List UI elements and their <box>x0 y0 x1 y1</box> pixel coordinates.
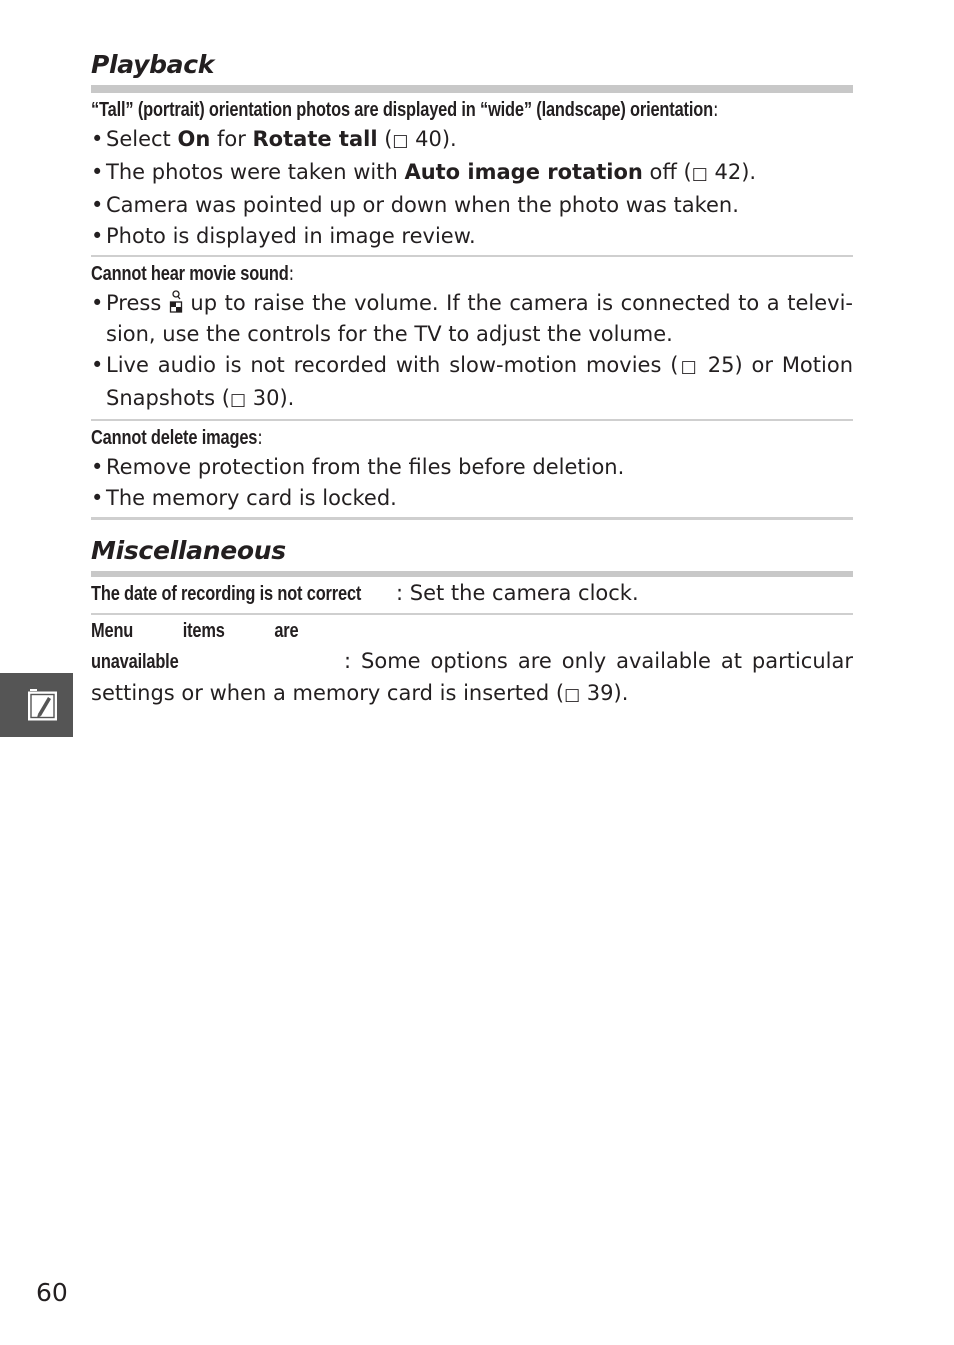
entry-divider <box>91 419 853 421</box>
bullet-list <box>91 288 853 416</box>
book-reference-icon: □ <box>564 685 581 705</box>
page-number: 60 <box>36 1278 68 1307</box>
entry-delete-images <box>91 422 853 514</box>
list-item: • Live audio is not recorded with slow-motion movies (□ 25) or Motion Snapshots (□ 30). <box>91 350 853 416</box>
entry-menu-items: Menu items are unavailable : Some options are only available at particular settings or when a memory card is inserted (□ 39). <box>91 616 853 711</box>
bullet-list <box>91 124 853 252</box>
entry-heading: Menu items are unavailable <box>91 620 299 673</box>
troubleshooting-notebook-icon <box>28 689 58 721</box>
entry-divider <box>91 517 853 520</box>
section-divider <box>91 571 853 577</box>
entry-tall-orientation <box>91 94 853 252</box>
list-item: • Photo is displayed in image review. <box>91 221 853 252</box>
book-reference-icon: □ <box>392 131 409 151</box>
entry-heading: “Tall” (portrait) orientation photos are displayed in “wide” (landscape) orientation: <box>91 97 719 121</box>
entry-date-recording: The date of recording is not correct : Set the camera clock. <box>91 578 853 610</box>
page-content <box>91 48 853 711</box>
list-item: • Camera was pointed up or down when the photo was taken. <box>91 190 853 221</box>
list-item: • Select On for Rotate tall (□ 40). <box>91 124 853 157</box>
section-title-miscellaneous: Miscellaneous <box>91 536 286 565</box>
entry-heading: Cannot delete images: <box>91 425 263 449</box>
section-divider <box>91 85 853 93</box>
section-title-playback: Playback <box>91 50 215 79</box>
entry-movie-sound <box>91 258 853 416</box>
list-item: • The photos were taken with Auto image rotation off (□ 42). <box>91 157 853 190</box>
list-item: • Remove protection from the files before deletion. <box>91 452 853 483</box>
list-item: • Press up to raise the volume. If the camera is connected to a televi-sion, use the controls for the TV to adjust the volume. <box>91 288 853 350</box>
bullet-list <box>91 452 853 514</box>
book-reference-icon: □ <box>691 164 708 184</box>
entry-heading: The date of recording is not correct <box>91 583 362 605</box>
list-item: • The memory card is locked. <box>91 483 853 514</box>
book-reference-icon: □ <box>678 357 699 377</box>
entry-divider <box>91 255 853 257</box>
entry-divider <box>91 613 853 615</box>
book-reference-icon: □ <box>229 390 247 410</box>
entry-heading: Cannot hear movie sound: <box>91 261 294 285</box>
zoom-in-icon <box>169 290 183 314</box>
troubleshooting-side-tab <box>0 673 73 737</box>
